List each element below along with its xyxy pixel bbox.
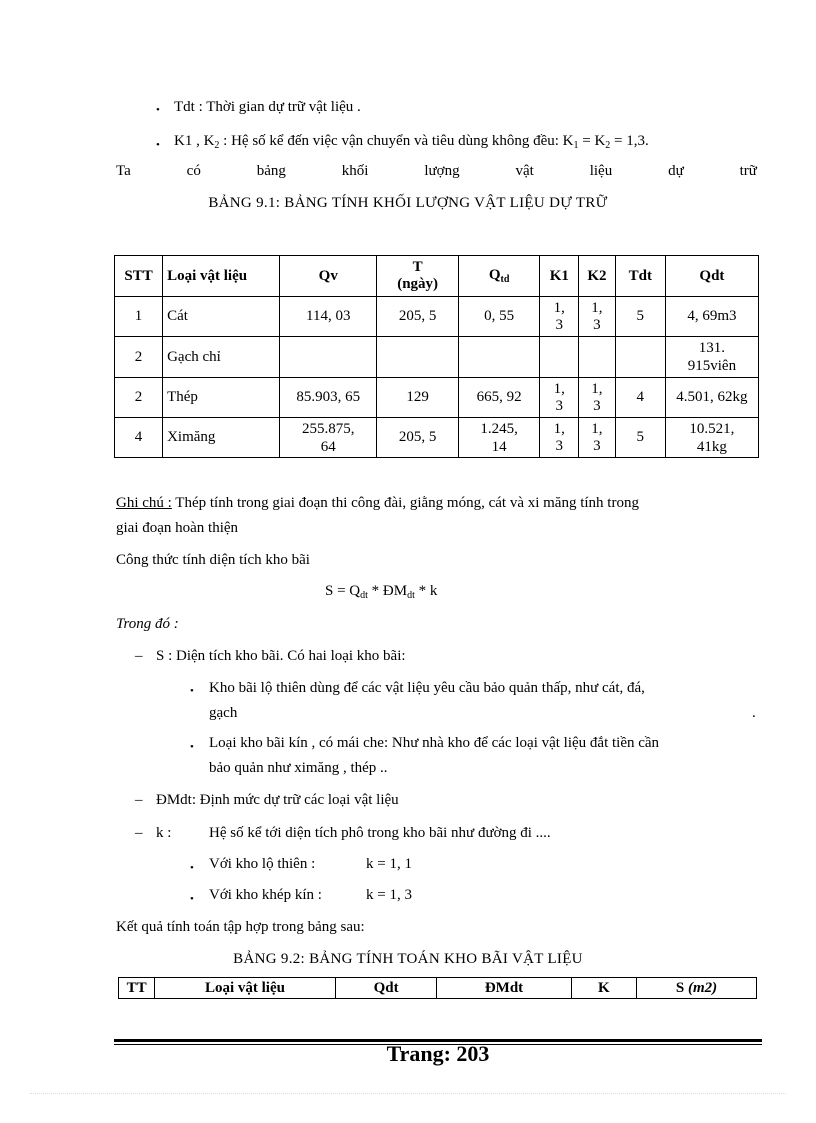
k-definition: K1 , $K_2$ : Hệ số kể đến việc vận chuyển và tiêu dùng không đều: $K_1 = K_2 = 1,3$.: [174, 133, 649, 151]
cell-qdt: 131. 915viên: [665, 337, 758, 378]
note-line1: Ghi chú : Thép tính trong giai đoạn thi công đài, giằng móng, cát và xi măng tính trong: [116, 495, 639, 511]
word: vật: [515, 163, 534, 179]
dash-icon: –: [135, 825, 143, 841]
table-header-row: [115, 256, 759, 297]
table2-caption: BẢNG 9.2: BẢNG TÍNH TOÁN KHO BÃI VẬT LIỆU: [233, 951, 583, 967]
header-k: K: [571, 978, 637, 999]
bullet-icon: •: [190, 893, 194, 905]
cell-q: 1.245, 14: [458, 418, 540, 458]
open-storage-line1: Kho bãi lộ thiên dùng để các vật liệu yêu cầu bảo quản thấp, như cát, đá,: [209, 680, 645, 696]
justified-intro-line: [116, 163, 757, 180]
closed-storage-line1: Loại kho bãi kín , có mái che: Như nhà kho để các loại vật liệu đắt tiền cần: [209, 735, 660, 751]
cell-qdt: 10.521, 41kg: [665, 418, 758, 458]
cell-material: Cát: [163, 297, 280, 337]
header-material: Loại vật liệu: [155, 978, 335, 999]
cell-material: Gạch chỉ: [163, 337, 280, 378]
cell-k1: 1, 3: [540, 297, 579, 337]
note-label: Ghi chú :: [116, 495, 172, 511]
where-label: Trong đó :: [116, 616, 179, 632]
cell-tdt: 5: [615, 418, 665, 458]
word: liệu: [589, 163, 613, 179]
dm-definition: ĐMdt: Định mức dự trữ các loại vật liệu: [156, 792, 399, 808]
cell-qv: 85.903, 65: [280, 378, 377, 418]
dash-icon: –: [135, 648, 143, 664]
header-stt: STT: [115, 256, 163, 297]
cell-k2: [579, 337, 616, 378]
cell-tdt: 4: [615, 378, 665, 418]
open-k-value: k = 1, 1: [366, 856, 412, 872]
cell-q: [458, 337, 540, 378]
result-intro: Kết quả tính toán tập hợp trong bảng sau:: [116, 919, 365, 935]
open-storage-dot: .: [752, 705, 756, 721]
header-t: T (ngày): [377, 256, 459, 297]
k-label: k :: [156, 825, 172, 841]
cell-k1: [540, 337, 579, 378]
header-tdt: Tdt: [615, 256, 665, 297]
header-s: S (m2): [637, 978, 757, 999]
closed-k-value: k = 1, 3: [366, 887, 412, 903]
open-k-label: Với kho lộ thiên :: [209, 856, 316, 872]
s-definition: S : Diện tích kho bãi. Có hai loại kho bãi:: [156, 648, 406, 664]
cell-tdt: 5: [615, 297, 665, 337]
bullet-icon: •: [190, 685, 194, 697]
bullet-icon: •: [190, 862, 194, 874]
cell-q: 0, 55: [458, 297, 540, 337]
storage-area-table: [118, 977, 757, 999]
cell-t: [377, 337, 459, 378]
cell-k2: 1, 3: [579, 297, 616, 337]
cell-stt: 2: [115, 378, 163, 418]
cell-qdt: 4, 69m3: [665, 297, 758, 337]
cell-stt: 2: [115, 337, 163, 378]
bullet-icon: •: [156, 104, 160, 116]
table-row: [115, 337, 759, 378]
word: dự: [668, 163, 684, 179]
cell-stt: 1: [115, 297, 163, 337]
table-row: [115, 378, 759, 418]
cell-t: 129: [377, 378, 459, 418]
formula-intro: Công thức tính diện tích kho bãi: [116, 552, 310, 568]
table-row: [115, 418, 759, 458]
word: bảng: [256, 163, 286, 179]
closed-k-label: Với kho khép kín :: [209, 887, 322, 903]
cell-qv: 114, 03: [280, 297, 377, 337]
header-material: Loại vật liệu: [163, 256, 280, 297]
header-qdt: Qdt: [665, 256, 758, 297]
word: khối: [341, 163, 369, 179]
bullet-icon: •: [156, 139, 160, 151]
cell-material: Ximăng: [163, 418, 280, 458]
cell-t: 205, 5: [377, 297, 459, 337]
cell-k2: 1, 3: [579, 418, 616, 458]
header-dmdt: ĐMdt: [437, 978, 571, 999]
header-k2: K2: [579, 256, 616, 297]
cell-qdt: 4.501, 62kg: [665, 378, 758, 418]
cell-tdt: [615, 337, 665, 378]
bullet-icon: •: [190, 741, 194, 753]
cell-material: Thép: [163, 378, 280, 418]
header-q: $Q_{td}$: [458, 256, 540, 297]
note-line2: giai đoạn hoàn thiện: [116, 520, 239, 536]
word: có: [186, 163, 201, 179]
table-header-row: [119, 978, 757, 999]
cell-t: 205, 5: [377, 418, 459, 458]
cell-qv: [280, 337, 377, 378]
tdt-definition: Tdt : Thời gian dự trữ vật liệu .: [174, 99, 361, 115]
cell-q: 665, 92: [458, 378, 540, 418]
cell-stt: 4: [115, 418, 163, 458]
closed-storage-line2: bảo quản như ximăng , thép ..: [209, 760, 388, 776]
open-storage-line2: gạch: [209, 705, 238, 721]
word: trữ: [739, 163, 757, 179]
page-number: Trang: 203: [386, 1041, 490, 1066]
table1-caption: BẢNG 9.1: BẢNG TÍNH KHỐI LƯỢNG VẬT LIỆU DỰ TRỮ: [208, 195, 608, 211]
cell-k1: 1, 3: [540, 418, 579, 458]
header-qdt: Qdt: [335, 978, 437, 999]
header-tt: TT: [119, 978, 155, 999]
dash-icon: –: [135, 792, 143, 808]
table-row: [115, 297, 759, 337]
word: Ta: [116, 163, 131, 179]
word: lượng: [424, 163, 460, 179]
cell-qv: 255.875, 64: [280, 418, 377, 458]
cell-k1: 1, 3: [540, 378, 579, 418]
header-k1: K1: [540, 256, 579, 297]
header-qv: Qv: [280, 256, 377, 297]
k-definition-text: Hệ số kể tới diện tích phô trong kho bãi như đường đi ....: [209, 825, 551, 841]
page-edge: [30, 1093, 786, 1094]
area-formula: $S = Q_{dt}$ * $ĐM_{dt}$ * k: [325, 583, 438, 601]
material-reserve-table: [114, 255, 759, 458]
cell-k2: 1, 3: [579, 378, 616, 418]
